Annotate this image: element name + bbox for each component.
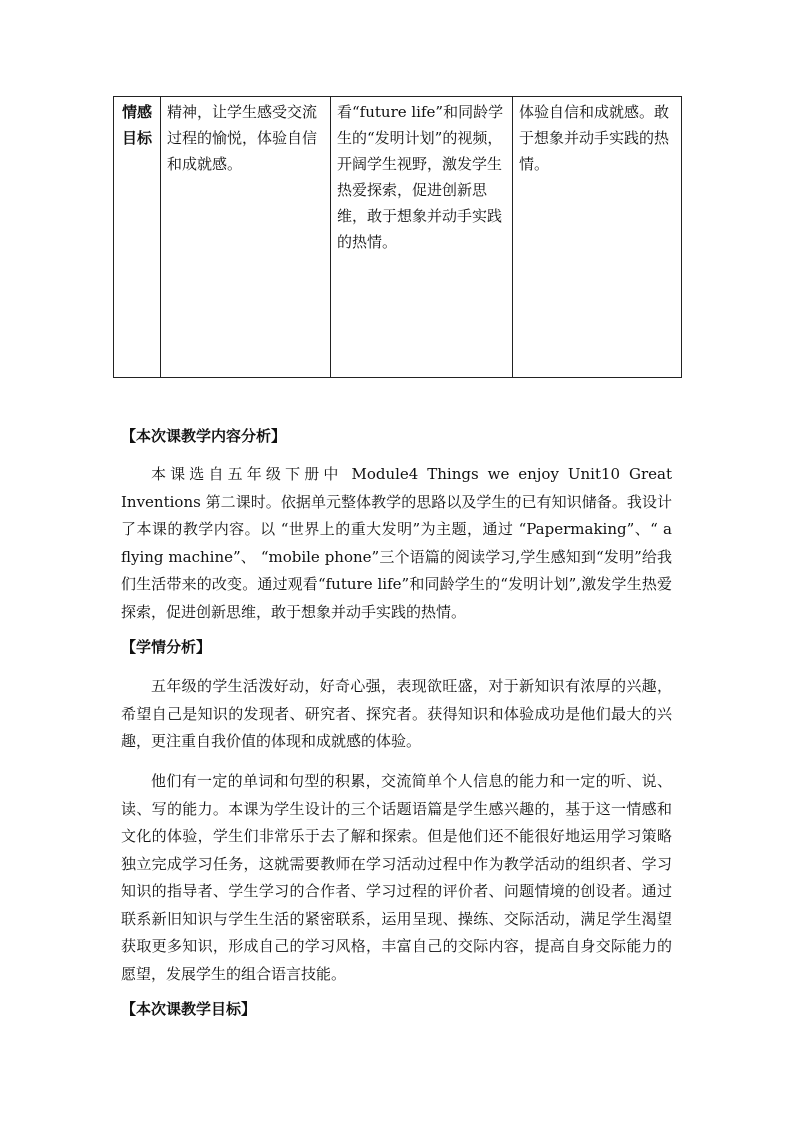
section-heading-student-analysis: 【学情分析】 [121,638,212,656]
row-header-cell [114,97,161,378]
section-heading-teaching-goals: 【本次课教学目标】 [121,1000,257,1018]
table-cell-col2: 看“future life”和同龄学生的“发明计划”的视频，开阔学生视野，激发学生热爱探索，促进创新思维，敢于想象并动手实践的热情。 [331,97,513,378]
row-header-line-2: 目标 [121,129,152,147]
table-row [114,97,682,378]
paragraph-student-analysis-2: 他们有一定的单词和句型的积累，交流简单个人信息的能力和一定的听、说、读、写的能力。本课为学生设计的三个话题语篇是学生感兴趣的，基于这一情感和文化的体验，学生们非常乐于去了解和探索。但是他们还不能很好地运用学习策略独立完成学习任务，这就需要教师在学习活动过程中作为教学活动的组织者、学习知识的指导者、学生学习的合作者、学习过程的评价者、问题情境的创设者。通过联系新旧知识与学生生活的紧密联系，运用呈现、操练、交际活动，满足学生渴望获取更多知识，形成自己的学习风格，丰富自己的交际内容，提高自身交际能力的愿望，发展学生的组合语言技能。 [121,772,672,983]
table-cell-col3: 体验自信和成就感。敢于想象并动手实践的热情。 [513,97,682,378]
paragraph-student-analysis-1: 五年级的学生活泼好动，好奇心强，表现欲旺盛，对于新知识有浓厚的兴趣，希望自己是知识的发现者、研究者、探究者。获得知识和体验成功是他们最大的兴趣，更注重自我价值的体现和成就感的体验。 [121,677,672,750]
paragraph-content-analysis: 本课选自五年级下册中 Module4 Things we enjoy Unit10 Great Inventions 第二课时。依据单元整体教学的思路以及学生的已有知识储备。我设计了本课的教学内容。以 “世界上的重大发明”为主题，通过 “Papermaking”、“ a flying machine”、 “mobile phone”三个语篇的阅读学习,学生感知到“发明”给我们生活带来的改变。通过观看“future life”和同龄学生的“发明计划”,激发学生热爱探索，促进创新思维，敢于想象并动手实践的热情。 [121,465,672,621]
section-heading-content-analysis: 【本次课教学内容分析】 [121,427,287,445]
row-header-line-1: 情感 [121,103,152,121]
table-cell-col1: 精神，让学生感受交流过程的愉悦，体验自信和成就感。 [161,97,331,378]
goals-table [113,96,682,378]
